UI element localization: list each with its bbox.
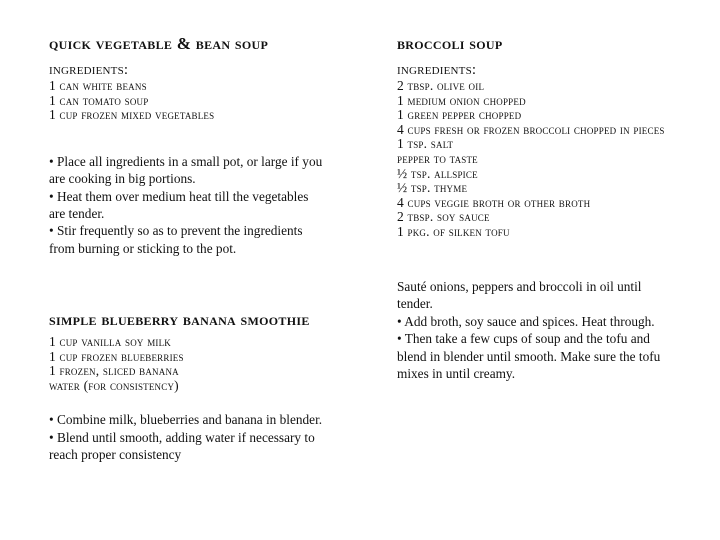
instruction-step: • Stir frequently so as to prevent the ingredients from burning or sticking to the pot.	[49, 223, 303, 256]
ingredient-item: 4 cups fresh or frozen broccoli chopped in pieces	[397, 121, 665, 137]
recipe-blueberry-banana-smoothie	[49, 310, 324, 464]
ingredient-item: 2 tbsp. soy sauce	[397, 209, 490, 225]
instructions-list	[397, 278, 677, 382]
ingredient-item: 1 can white beans	[49, 78, 147, 93]
instruction-step: • Heat them over medium heat till the vegetables are tender.	[49, 188, 309, 221]
ingredient-item: pepper to taste	[397, 150, 478, 166]
ingredient-item: 1 tsp. salt	[397, 136, 454, 152]
ingredients-list	[397, 79, 677, 240]
ingredient-item: 2 tbsp. olive oil	[397, 78, 485, 93]
ingredient-item: 1 cup frozen mixed vegetables	[49, 107, 215, 123]
ingredient-item: ½ tsp. thyme	[397, 180, 468, 196]
instruction-step: • Blend until smooth, adding water if necessary to reach proper consistency	[49, 429, 315, 463]
ingredient-item: 1 green pepper chopped	[397, 107, 522, 123]
ingredient-item: 4 cups veggie broth or other broth	[397, 194, 591, 210]
ingredient-item: 1 pkg. of silken tofu	[397, 223, 510, 239]
ingredient-item: water (for consistency)	[49, 377, 179, 393]
recipe-title: quick vegetable & bean soup	[49, 34, 269, 53]
instruction-step: • Place all ingredients in a small pot, or large if you are cooking in big portions.	[49, 153, 323, 187]
instruction-step: • Combine milk, blueberries and banana in blender.	[49, 412, 323, 428]
instruction-step: • Add broth, soy sauce and spices. Heat through.	[397, 313, 655, 329]
ingredients-list	[49, 79, 324, 123]
instruction-step: • Then take a few cups of soup and the tofu and blend in blender until smooth. Make sure the tofu mixes in until creamy.	[397, 331, 661, 382]
ingredient-item: 1 can tomato soup	[49, 92, 149, 108]
ingredient-item: 1 cup vanilla soy milk	[49, 334, 171, 349]
recipe-broccoli-soup	[397, 34, 677, 240]
ingredient-item: 1 medium onion chopped	[397, 92, 526, 108]
recipe-broccoli-soup-instructions	[397, 278, 677, 382]
ingredient-item: 1 frozen, sliced banana	[49, 363, 179, 379]
instructions-list	[49, 411, 324, 463]
recipe-vegetable-bean-soup	[49, 34, 324, 257]
ingredient-item: 1 cup frozen blueberries	[49, 348, 184, 364]
recipe-title: simple blueberry banana smoothie	[49, 310, 310, 329]
ingredient-item: ½ tsp. allspice	[397, 165, 478, 181]
ingredients-label: ingredients:	[49, 62, 129, 78]
ingredients-label: ingredients:	[397, 62, 477, 78]
ingredients-list	[49, 335, 324, 393]
instruction-step: Sauté onions, peppers and broccoli in oil until tender.	[397, 279, 642, 312]
instructions-list	[49, 153, 324, 257]
recipe-title: broccoli soup	[397, 34, 503, 53]
